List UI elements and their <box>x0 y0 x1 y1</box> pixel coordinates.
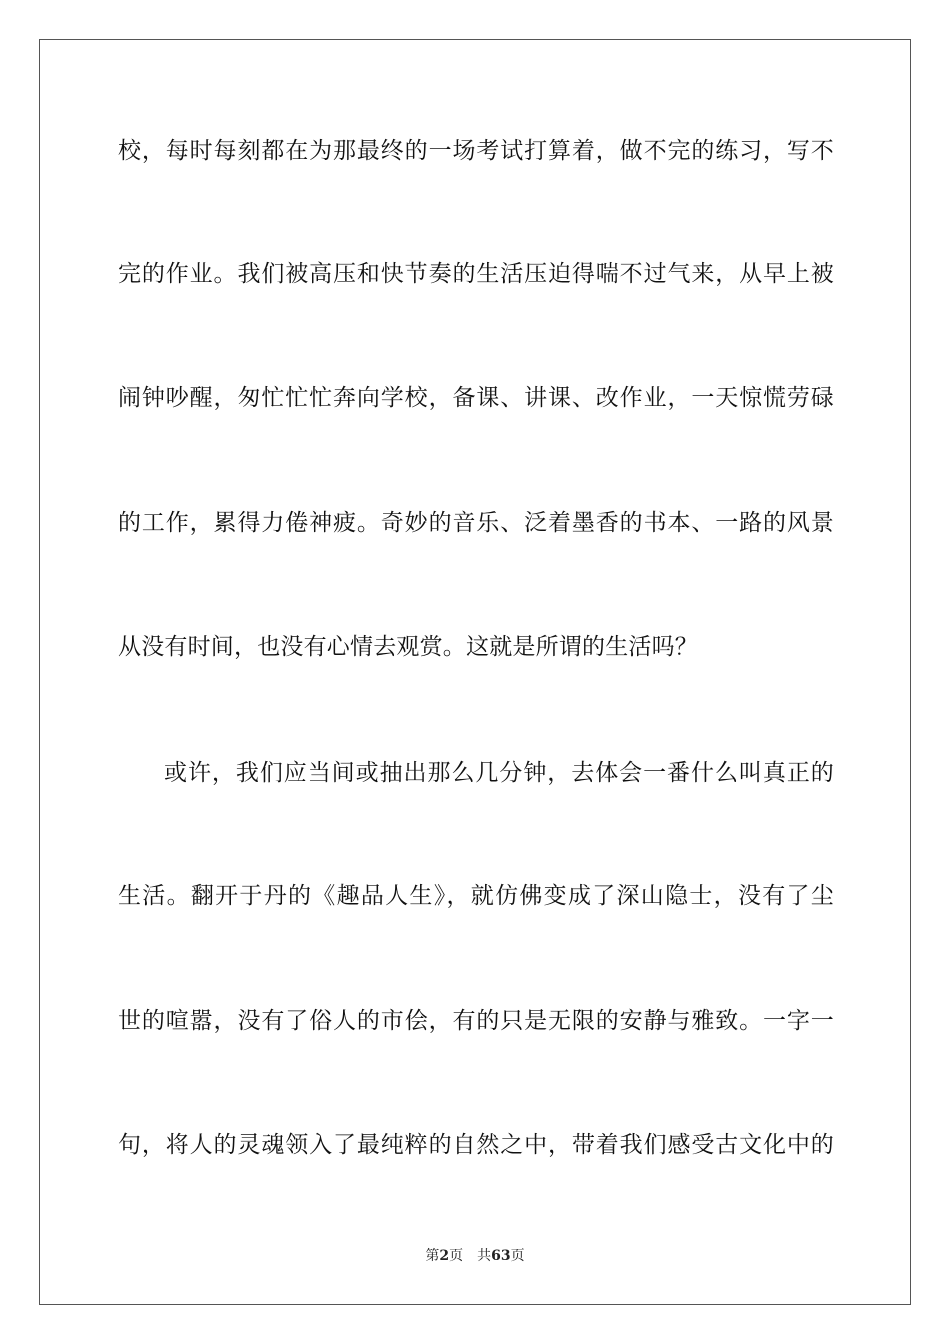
page-suffix: 页 <box>449 1248 464 1264</box>
text-line-5: 从没有时间，也没有心情去观赏。这就是所谓的生活吗？ <box>118 634 698 660</box>
page-number: 2 <box>439 1248 450 1264</box>
paragraph-start-line: 或许，我们应当间或抽出那么几分钟，去体会一番什么叫真正的 <box>164 760 834 786</box>
text-line-4: 的工作，累得力倦神疲。奇妙的音乐、泛着墨香的书本、一路的风景 <box>118 510 834 536</box>
page-frame <box>39 39 911 1305</box>
total-pages: 63 <box>491 1248 511 1264</box>
text-line-7: 生活。翻开于丹的《趣品人生》，就仿佛变成了深山隐士，没有了尘 <box>118 883 834 909</box>
text-line-1: 校，每时每刻都在为那最终的一场考试打算着，做不完的练习，写不 <box>118 138 834 164</box>
text-line-9: 句，将人的灵魂领入了最纯粹的自然之中，带着我们感受古文化中的 <box>118 1132 834 1158</box>
page-prefix: 第 <box>425 1248 440 1264</box>
page-footer <box>0 1247 950 1265</box>
text-line-8: 世的喧嚣，没有了俗人的市侩，有的只是无限的安静与雅致。一字一 <box>118 1008 834 1034</box>
text-line-2: 完的作业。我们被高压和快节奏的生活压迫得喘不过气来，从早上被 <box>118 261 834 287</box>
total-prefix: 共 <box>477 1248 492 1264</box>
text-line-3: 闹钟吵醒，匆忙忙忙奔向学校，备课、讲课、改作业，一天惊慌劳碌 <box>118 385 834 411</box>
total-suffix: 页 <box>510 1248 525 1264</box>
